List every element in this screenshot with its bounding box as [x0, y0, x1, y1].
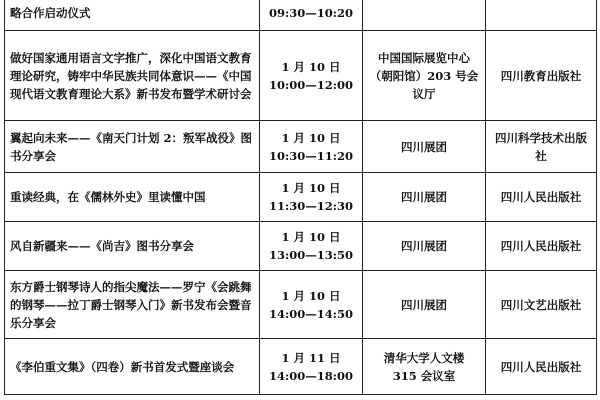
event-venue: [363, 222, 486, 271]
event-venue: [363, 31, 486, 121]
event-time: [260, 339, 363, 395]
table-row: [5, 271, 597, 339]
event-time: [260, 222, 363, 271]
event-time-line: 09:30—10:20: [268, 5, 353, 20]
event-time-line: 14:00—18:00: [268, 368, 353, 383]
event-time: [260, 173, 363, 222]
event-venue: [363, 173, 486, 222]
event-time-line: 1 月 10 日: [281, 230, 341, 244]
event-time-line: 11:30—12:30: [268, 199, 353, 213]
event-name: 略合作启动仪式: [5, 0, 260, 31]
table-row: [5, 0, 597, 31]
event-organizer: 四川人民出版社: [486, 339, 597, 395]
event-organizer: 四川教育出版社: [486, 31, 597, 121]
event-venue: [363, 339, 486, 395]
event-name: 重读经典，在《儒林外史》里读懂中国: [5, 173, 260, 222]
event-time-line: 10:30—11:20: [268, 148, 353, 163]
event-time: [260, 31, 363, 121]
event-schedule-table: [4, 0, 597, 395]
event-name: 翼起向未来——《南天门计划 2：叛军战役》图书分享会: [5, 121, 260, 173]
event-venue-line: 中国国际展览中心: [378, 50, 470, 65]
event-venue-line: 四川展团: [401, 239, 447, 253]
table-row: [5, 222, 597, 271]
event-venue-line: 315 会议室: [392, 368, 456, 383]
table-row: [5, 121, 597, 173]
schedule-body: [5, 0, 597, 395]
event-name: 东方爵士钢琴诗人的指尖魔法——罗宁《会跳舞的钢琴——拉丁爵士钢琴入门》新书发布会暨音乐分享会: [5, 271, 260, 339]
event-time-line: 1 月 11 日: [281, 350, 341, 365]
event-time-line: 14:00—14:50: [268, 306, 353, 321]
table-row: [5, 31, 597, 121]
event-time: [260, 121, 363, 173]
event-venue-line: 清华大学人文楼: [383, 350, 465, 365]
event-time-line: 13:00—13:50: [268, 248, 353, 262]
event-venue: [363, 271, 486, 339]
event-venue-line: 四川展团: [401, 297, 447, 312]
event-name: 做好国家通用语言文字推广，深化中国语文教育理论研究，铸牢中华民族共同体意识——《中国现代语文教育理论大系》新书发布暨学术研讨会: [5, 31, 260, 121]
event-venue-line: 四川展团: [401, 190, 447, 204]
event-time: [260, 271, 363, 339]
event-organizer: 四川人民出版社: [486, 222, 597, 271]
event-time-line: 1 月 10 日: [281, 181, 341, 195]
event-venue: [363, 121, 486, 173]
event-venue-line: 四川展团: [401, 139, 447, 154]
event-time: [260, 0, 363, 31]
event-name: 风自新疆来——《尚吉》图书分享会: [5, 222, 260, 271]
event-organizer: 四川文艺出版社: [486, 271, 597, 339]
event-venue: [363, 0, 486, 31]
table-row: [5, 339, 597, 395]
event-time-line: 1 月 10 日: [281, 59, 341, 74]
event-name: 《李伯重文集》（四卷）新书首发式暨座谈会: [5, 339, 260, 395]
table-row: [5, 173, 597, 222]
event-time-line: 1 月 10 日: [281, 130, 341, 145]
event-organizer: 四川科学技术出版社: [486, 121, 597, 173]
event-organizer: 四川人民出版社: [486, 173, 597, 222]
event-time-line: 10:00—12:00: [268, 77, 353, 92]
event-organizer: [486, 0, 597, 31]
event-time-line: 1 月 10 日: [281, 288, 341, 303]
event-venue-line: （朝阳馆）203 号会议厅: [369, 68, 479, 101]
